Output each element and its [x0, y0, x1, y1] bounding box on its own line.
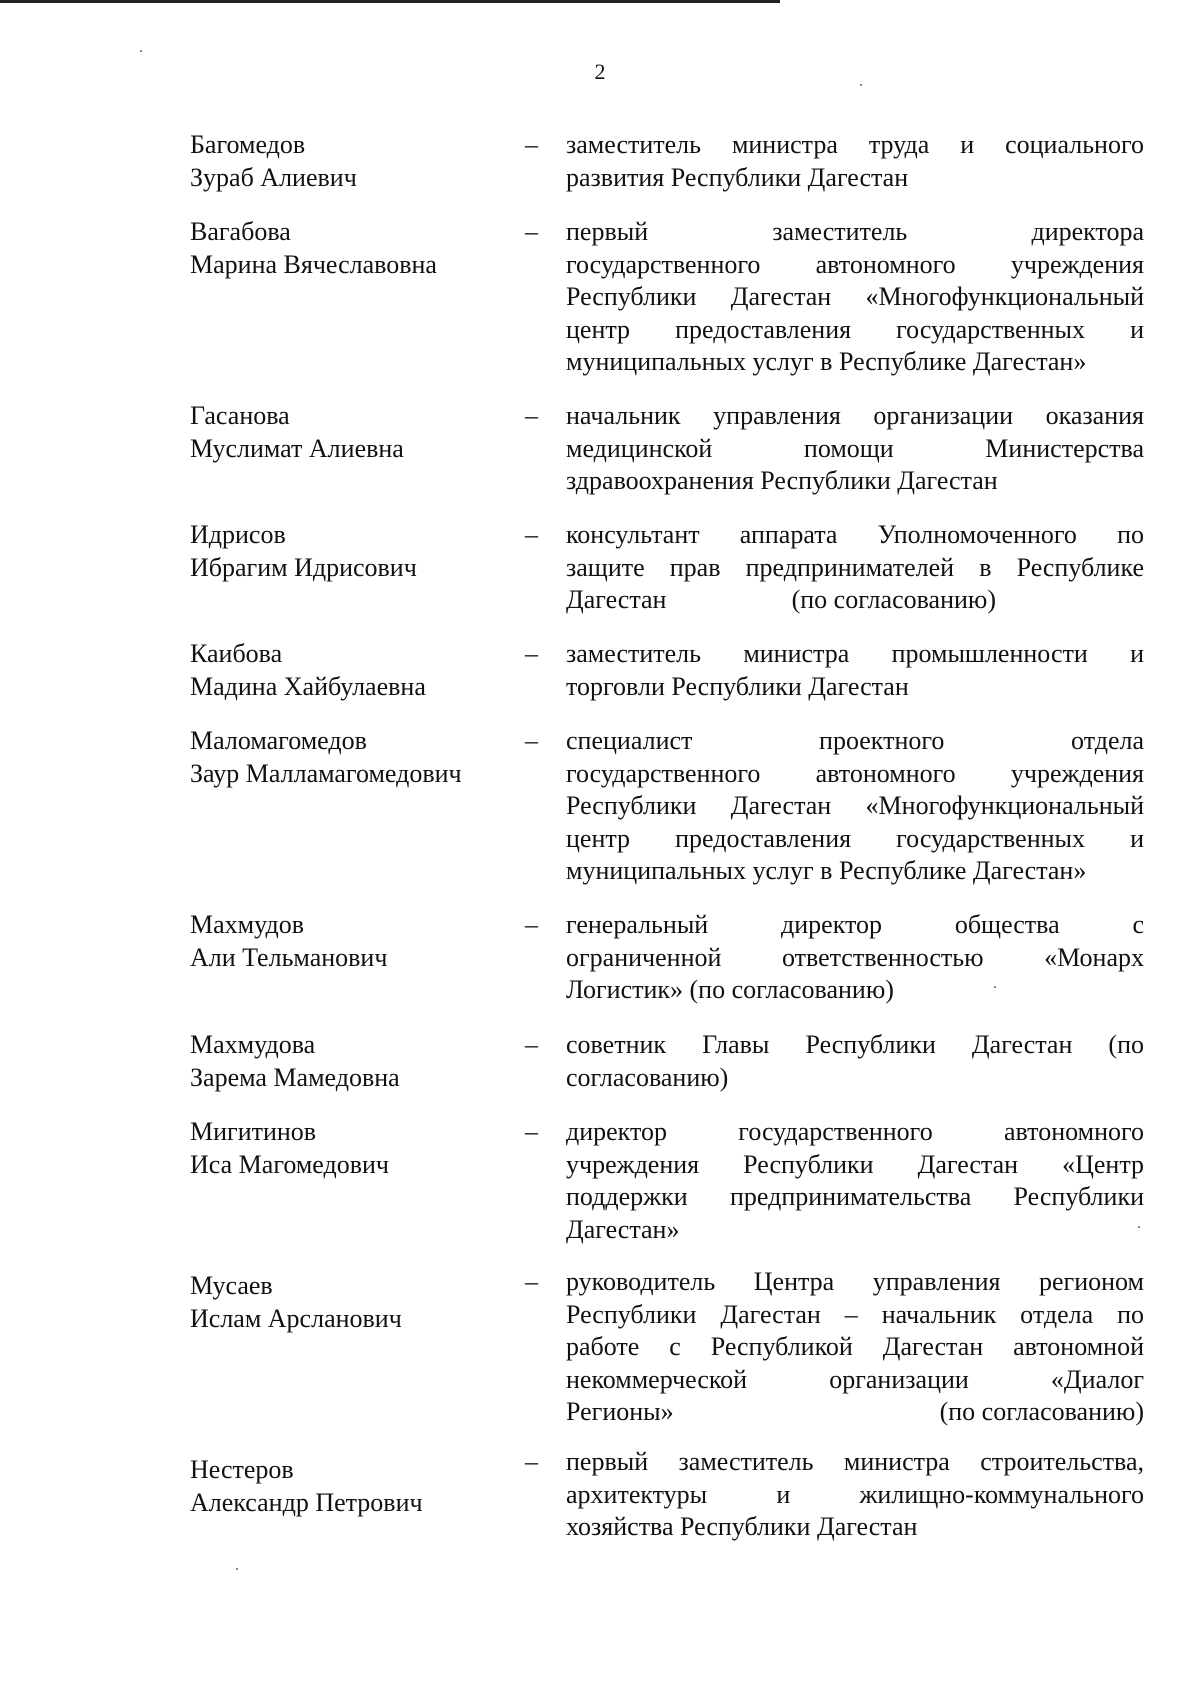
position-line: Дагестан»	[566, 1214, 680, 1244]
position-line: директор государственного автономного	[566, 1117, 1144, 1146]
member-surname: Гасанова	[190, 401, 290, 430]
position-line-start: Дагестан	[566, 585, 667, 614]
member-given-names: Александр Петрович	[190, 1487, 423, 1517]
member-surname: Махмудова	[190, 1030, 316, 1059]
position-line	[566, 1396, 1144, 1429]
member-name	[190, 1454, 510, 1519]
member-name	[190, 1270, 510, 1335]
member-surname: Маломагомедов	[190, 726, 367, 755]
scan-speck	[994, 986, 996, 988]
member-position	[566, 400, 1144, 498]
member-name	[190, 909, 510, 974]
member-name	[190, 1116, 510, 1181]
position-line: муниципальных услуг в Республике Дагестан»	[566, 856, 1087, 885]
position-line: защите прав предпринимателей в Республике	[566, 552, 1144, 582]
member-position	[566, 909, 1144, 1007]
position-line-start: Регионы»	[566, 1397, 674, 1426]
member-surname: Нестеров	[190, 1455, 294, 1484]
member-given-names: Мадина Хайбулаевна	[190, 671, 426, 701]
member-surname: Идрисов	[190, 520, 286, 549]
position-line: первый заместитель министра строительства,	[566, 1447, 1144, 1476]
scan-speck	[860, 84, 862, 86]
position-line: медицинской помощи Министерства	[566, 433, 1144, 463]
member-surname: Багомедов	[190, 130, 306, 159]
position-line: учреждения Республики Дагестан «Центр	[566, 1149, 1144, 1179]
member-given-names: Иса Магомедович	[190, 1149, 389, 1179]
member-position	[566, 1029, 1144, 1094]
member-given-names: Заур Малламагомедович	[190, 758, 462, 788]
member-name	[190, 519, 510, 584]
position-line: ограниченной ответственностью «Монарх	[566, 942, 1144, 972]
member-given-names: Ислам Арсланович	[190, 1303, 402, 1333]
position-line: советник Главы Республики Дагестан (по	[566, 1030, 1144, 1059]
member-position	[566, 638, 1144, 703]
position-line: Республики Дагестан – начальник отдела по	[566, 1299, 1144, 1329]
separator-dash: –	[525, 1117, 538, 1146]
position-line: хозяйства Республики Дагестан	[566, 1512, 918, 1541]
member-surname: Мигитинов	[190, 1117, 317, 1146]
member-surname: Махмудов	[190, 910, 304, 939]
separator-dash: –	[525, 1447, 538, 1476]
position-line: муниципальных услуг в Республике Дагестан»	[566, 347, 1087, 376]
position-line: специалист проектного отдела	[566, 726, 1144, 755]
position-line: заместитель министра промышленности и	[566, 639, 1144, 668]
member-position	[566, 216, 1144, 379]
member-position	[566, 129, 1144, 194]
position-line: начальник управления организации оказания	[566, 401, 1144, 430]
separator-dash: –	[525, 217, 538, 246]
position-line: поддержки предпринимательства Республики	[566, 1182, 1144, 1211]
position-line: здравоохранения Республики Дагестан	[566, 466, 998, 495]
position-line-end: (по согласованию)	[939, 1397, 1144, 1426]
position-line: Логистик» (по согласованию)	[566, 975, 894, 1004]
member-surname: Мусаев	[190, 1271, 273, 1300]
position-line: центр предоставления государственных и	[566, 823, 1144, 853]
position-line: торговли Республики Дагестан	[566, 671, 909, 701]
position-line: консультант аппарата Уполномоченного по	[566, 520, 1144, 549]
position-line	[566, 584, 996, 617]
separator-dash: –	[525, 520, 538, 549]
member-name	[190, 638, 510, 703]
member-given-names: Зураб Алиевич	[190, 162, 357, 192]
position-line: государственного автономного учреждения	[566, 758, 1144, 788]
member-given-names: Ибрагим Идрисович	[190, 552, 417, 582]
position-line: работе с Республикой Дагестан автономной	[566, 1332, 1144, 1361]
scan-speck	[1138, 1226, 1140, 1228]
position-line: Республики Дагестан «Многофункциональный	[566, 791, 1144, 820]
separator-dash: –	[525, 910, 538, 939]
separator-dash: –	[525, 1267, 538, 1296]
member-name	[190, 216, 510, 281]
member-given-names: Муслимат Алиевна	[190, 433, 404, 463]
member-given-names: Зарема Мамедовна	[190, 1062, 400, 1092]
position-line: государственного автономного учреждения	[566, 249, 1144, 279]
page-number: 2	[594, 59, 606, 84]
position-line: первый заместитель директора	[566, 217, 1144, 246]
position-line: центр предоставления государственных и	[566, 314, 1144, 344]
member-name	[190, 129, 510, 194]
separator-dash: –	[525, 639, 538, 668]
member-position	[566, 1116, 1144, 1246]
member-given-names: Марина Вячеславовна	[190, 249, 437, 279]
separator-dash: –	[525, 130, 538, 159]
member-name	[190, 725, 510, 790]
member-position	[566, 725, 1144, 888]
separator-dash: –	[525, 1030, 538, 1059]
member-surname: Вагабова	[190, 217, 291, 246]
position-line: заместитель министра труда и социального	[566, 130, 1144, 159]
position-line: развития Республики Дагестан	[566, 162, 909, 192]
position-line: согласованию)	[566, 1062, 729, 1092]
member-position	[566, 1266, 1144, 1429]
member-given-names: Али Тельманович	[190, 942, 388, 972]
member-position	[566, 1446, 1144, 1544]
position-line: генеральный директор общества с	[566, 910, 1144, 939]
member-name	[190, 400, 510, 465]
position-line: некоммерческой организации «Диалог	[566, 1364, 1144, 1394]
position-line: руководитель Центра управления регионом	[566, 1267, 1144, 1296]
position-line: Республики Дагестан «Многофункциональный	[566, 282, 1144, 311]
position-line: архитектуры и жилищно-коммунального	[566, 1479, 1144, 1509]
separator-dash: –	[525, 726, 538, 755]
position-line-end: (по согласованию)	[791, 585, 996, 614]
member-position	[566, 519, 1144, 617]
member-surname: Каибова	[190, 639, 283, 668]
member-name	[190, 1029, 510, 1094]
scan-speck	[236, 1568, 238, 1570]
scan-speck	[140, 50, 142, 52]
separator-dash: –	[525, 401, 538, 430]
